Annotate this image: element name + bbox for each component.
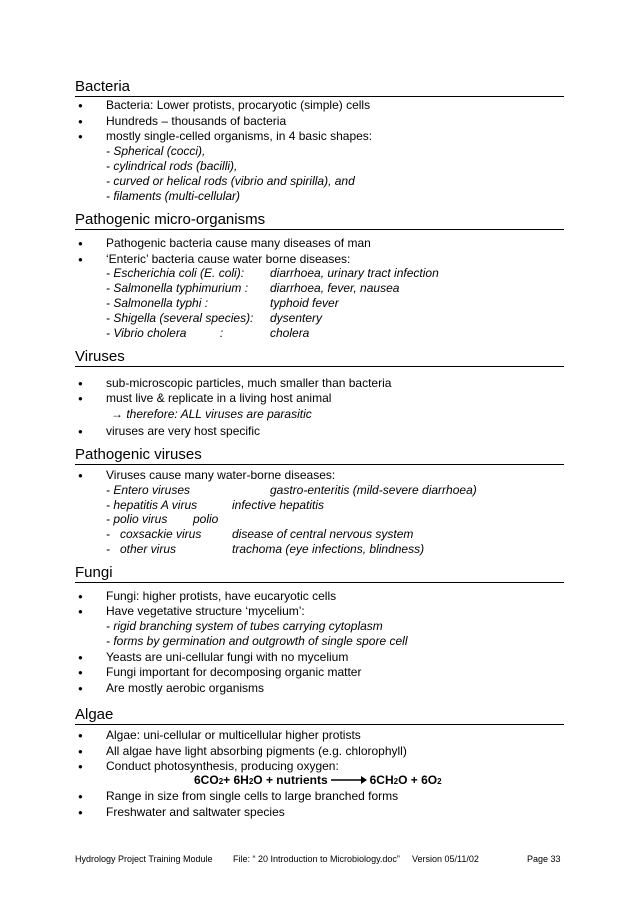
- bullet: ●: [78, 117, 83, 126]
- section-heading-bacteria: Bacteria: [75, 79, 564, 97]
- algae-bullet-3: Conduct photosynthesis, producing oxygen:: [106, 759, 339, 773]
- fungi-sub-1: - rigid branching system of tubes carrying cytoplasm: [106, 619, 383, 633]
- enteric-organism: - Salmonella typhimurium :: [106, 281, 249, 295]
- reaction-arrow-icon: [331, 775, 367, 785]
- enteric-disease: dysentery: [270, 311, 323, 325]
- bullet: ●: [78, 132, 83, 141]
- bullet: ●: [78, 762, 83, 771]
- bullet: ●: [78, 394, 83, 403]
- enteric-organism: - Escherichia coli (E. coli):: [106, 266, 245, 280]
- section-heading-pathogenic-viruses: Pathogenic viruses: [75, 447, 564, 465]
- virus-disease: disease of central nervous system: [232, 527, 414, 541]
- bullet: ●: [78, 668, 83, 677]
- bacteria-bullet-3: mostly single-celled organisms, in 4 basic shapes:: [106, 129, 373, 143]
- virus-disease: infective hepatitis: [232, 498, 325, 512]
- bullet: ●: [78, 731, 83, 740]
- section-heading-pathogenic-micro: Pathogenic micro-organisms: [75, 212, 564, 230]
- viruses-bullet-1: sub-microscopic particles, much smaller than bacteria: [106, 376, 392, 390]
- virus-organism: - hepatitis A virus: [106, 498, 198, 512]
- footer-version: Version 05/11/02: [412, 854, 479, 864]
- bacteria-bullet-1: Bacteria: Lower protists, procaryotic (simple) cells: [106, 98, 371, 112]
- fungi-bullet-3: Yeasts are uni-cellular fungi with no mycelium: [106, 650, 349, 664]
- bullet: ●: [78, 653, 83, 662]
- bacteria-shape-3: - curved or helical rods (vibrio and spirilla), and: [106, 174, 355, 188]
- enteric-disease: cholera: [270, 326, 310, 340]
- enteric-disease: typhoid fever: [270, 296, 339, 310]
- virus-organism: - Entero viruses: [106, 483, 191, 497]
- bullet: ●: [78, 684, 83, 693]
- pathogenic-bullet-1: Pathogenic bacteria cause many diseases of man: [106, 236, 371, 250]
- algae-bullet-4: Range in size from single cells to large branched forms: [106, 789, 399, 803]
- enteric-organism: - Vibrio cholera :: [106, 326, 224, 340]
- enteric-organism: - Shigella (several species):: [106, 311, 254, 325]
- bullet: ●: [78, 427, 83, 436]
- footer-module: Hydrology Project Training Module: [75, 854, 213, 864]
- bacteria-shape-4: - filaments (multi-cellular): [106, 189, 241, 203]
- bullet: ●: [78, 607, 83, 616]
- bacteria-shape-1: - Spherical (cocci),: [106, 144, 206, 158]
- viruses-bullet-3: viruses are very host specific: [106, 424, 261, 438]
- virus-disease: trachoma (eye infections, blindness): [232, 542, 425, 556]
- bullet: ●: [78, 471, 83, 480]
- bullet: ●: [78, 792, 83, 801]
- photosynthesis-formula: 6CO 2 + 6H 2 O + nutrients 6CH 2 O + 6O 2: [194, 773, 442, 787]
- enteric-disease: diarrhoea, fever, nausea: [270, 281, 400, 295]
- section-heading-fungi: Fungi: [75, 565, 564, 583]
- virus-organism: - coxsackie virus: [106, 527, 202, 541]
- section-heading-viruses: Viruses: [75, 349, 564, 367]
- bullet: ●: [78, 239, 83, 248]
- bullet: ●: [78, 808, 83, 817]
- footer-page: Page 33: [527, 854, 561, 864]
- pathogenic-viruses-bullet-1: Viruses cause many water-borne diseases:: [106, 468, 336, 482]
- algae-bullet-5: Freshwater and saltwater species: [106, 805, 285, 819]
- enteric-organism: - Salmonella typhi :: [106, 296, 209, 310]
- bacteria-bullet-2: Hundreds – thousands of bacteria: [106, 114, 287, 128]
- virus-disease: polio: [193, 512, 219, 526]
- bullet: ●: [78, 255, 83, 264]
- bullet: ●: [78, 101, 83, 110]
- fungi-sub-2: - forms by germination and outgrowth of single spore cell: [106, 634, 408, 648]
- algae-bullet-2: All algae have light absorbing pigments (e.g. chlorophyll): [106, 744, 407, 758]
- fungi-bullet-1: Fungi: higher protists, have eucaryotic cells: [106, 589, 337, 603]
- pathogenic-bullet-2: ‘Enteric’ bacteria cause water borne diseases:: [106, 252, 351, 266]
- fungi-bullet-5: Are mostly aerobic organisms: [106, 681, 265, 695]
- virus-organism: - polio virus: [106, 512, 168, 526]
- viruses-therefore-line: → therefore: ALL viruses are parasitic: [111, 407, 312, 421]
- fungi-bullet-4: Fungi important for decomposing organic matter: [106, 665, 362, 679]
- bullet: ●: [78, 747, 83, 756]
- viruses-bullet-2: must live & replicate in a living host animal: [106, 391, 332, 405]
- virus-organism: - other virus: [106, 542, 177, 556]
- algae-bullet-1: Algae: uni-cellular or multicellular higher protists: [106, 728, 361, 742]
- bullet: ●: [78, 592, 83, 601]
- right-arrow-icon: →: [111, 407, 123, 421]
- bullet: ●: [78, 379, 83, 388]
- footer-file: File: “ 20 Introduction to Microbiology.doc”: [233, 854, 400, 864]
- bacteria-shape-2: - cylindrical rods (bacilli),: [106, 159, 238, 173]
- virus-disease: gastro-enteritis (mild-severe diarrhoea): [270, 483, 477, 497]
- enteric-disease: diarrhoea, urinary tract infection: [270, 266, 439, 280]
- section-heading-algae: Algae: [75, 707, 564, 725]
- fungi-bullet-2: Have vegetative structure ‘mycelium’:: [106, 604, 305, 618]
